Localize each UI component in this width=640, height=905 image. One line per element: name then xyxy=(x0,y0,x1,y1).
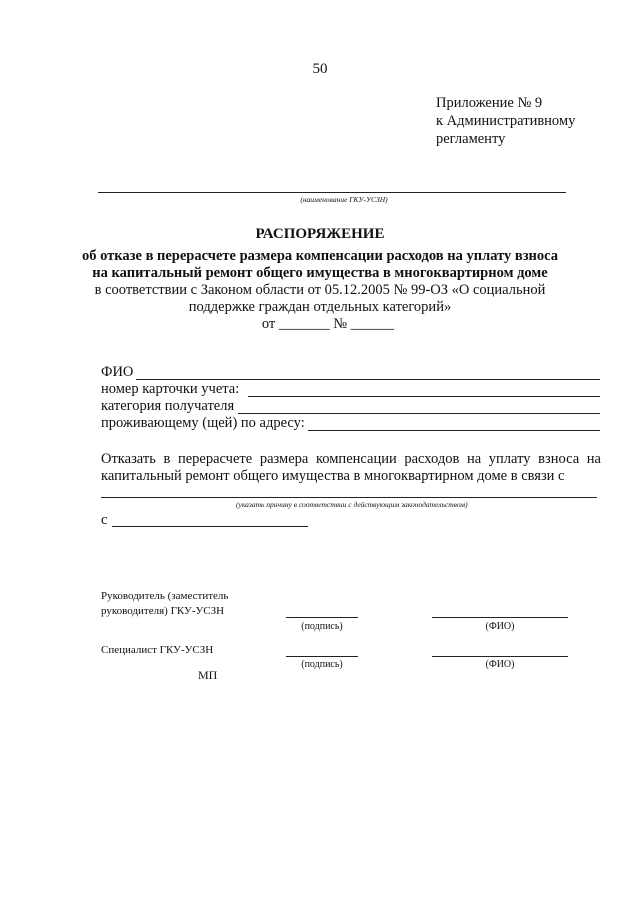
address-line[interactable] xyxy=(308,430,600,431)
category-label: категория получателя xyxy=(101,398,235,414)
fio-line[interactable] xyxy=(136,379,600,380)
appendix-line-2: к Административному xyxy=(436,113,576,129)
document-title: РАСПОРЯЖЕНИЕ xyxy=(255,226,385,242)
specialist-fio-line[interactable] xyxy=(432,656,568,657)
refusal-line-1: Отказать в перерасчете размера компенсации расходов на уплату взноса на xyxy=(101,451,601,467)
specialist-fio-caption: (ФИО) xyxy=(485,659,515,670)
appendix-line-1: Приложение № 9 xyxy=(436,95,543,111)
specialist-signature-line[interactable] xyxy=(286,656,358,657)
appendix-header xyxy=(436,94,575,148)
refusal-line-2: капитальный ремонт общего имущества в многоквартирном доме в связи с xyxy=(101,468,565,484)
head-signature-caption: (подпись) xyxy=(301,621,343,632)
date-number-line: от _______ № ______ xyxy=(261,316,395,332)
head-title-line-1: Руководитель (заместитель xyxy=(101,590,229,602)
head-signature-line[interactable] xyxy=(286,617,358,618)
subtitle-line-4: поддержке граждан отдельных категорий» xyxy=(188,299,452,315)
card-number-line[interactable] xyxy=(248,396,600,397)
address-label: проживающему (щей) по адресу: xyxy=(101,415,305,431)
subtitle-line-3: в соответствии с Законом области от 05.12.2005 № 99-ОЗ «О социальной xyxy=(94,282,546,298)
subtitle-line-1: об отказе в перерасчете размера компенсации расходов на уплату взноса xyxy=(81,248,559,264)
head-title-line-2: руководителя) ГКУ-УСЗН xyxy=(101,605,225,617)
page-number: 50 xyxy=(312,61,328,77)
reason-continuation-line[interactable] xyxy=(112,526,308,527)
org-name-line xyxy=(98,192,566,193)
category-line[interactable] xyxy=(238,413,600,414)
refusal-line-3: с xyxy=(101,512,108,528)
specialist-title: Специалист ГКУ-УСЗН xyxy=(101,644,214,656)
card-number-label: номер карточки учета: xyxy=(101,381,240,397)
specialist-signature-caption: (подпись) xyxy=(301,659,343,670)
reason-line[interactable] xyxy=(101,497,597,498)
appendix-line-3: регламенту xyxy=(436,131,506,147)
stamp-mark: МП xyxy=(198,668,218,682)
subtitle-line-2: на капитальный ремонт общего имущества в многоквартирном доме xyxy=(92,265,548,281)
head-fio-caption: (ФИО) xyxy=(485,621,515,632)
org-name-caption: (наименование ГКУ-УСЗН) xyxy=(300,195,388,204)
head-fio-line[interactable] xyxy=(432,617,568,618)
fio-label: ФИО xyxy=(101,364,134,380)
reason-caption: (указать причину в соответствии с действующим законодательством) xyxy=(236,500,468,509)
